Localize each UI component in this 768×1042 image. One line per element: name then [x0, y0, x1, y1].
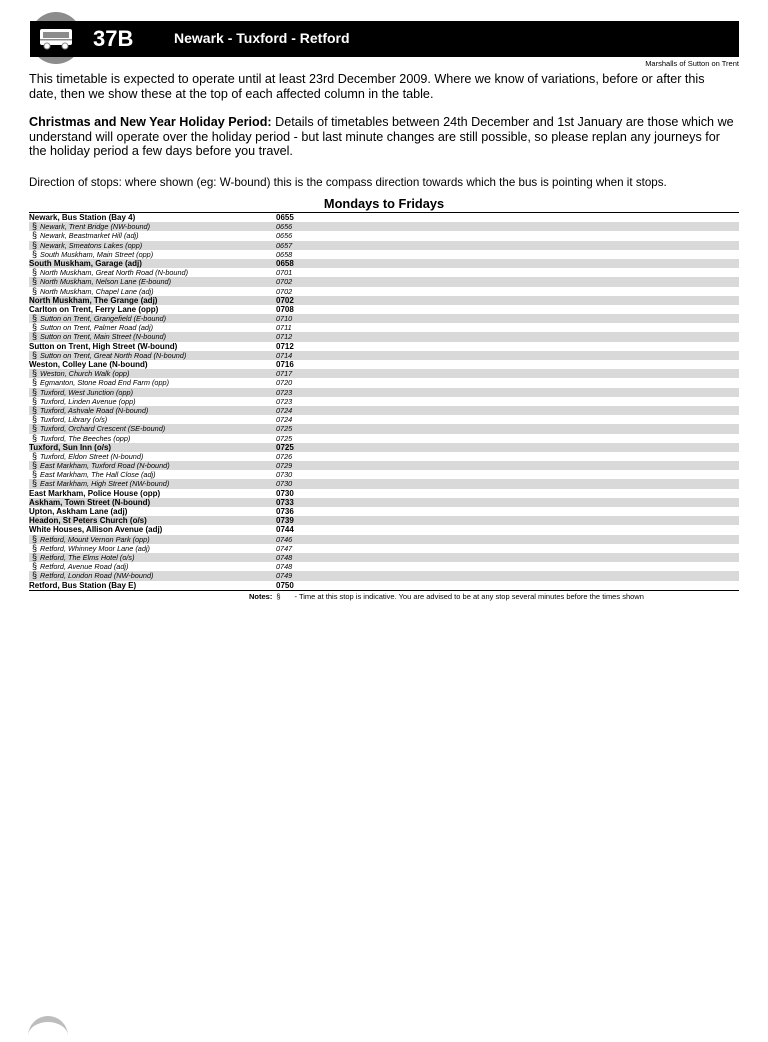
- stop-name: § Egmanton, Stone Road End Farm (opp): [32, 377, 169, 388]
- timing-point-symbol: §: [32, 386, 38, 397]
- stop-name: Sutton on Trent, High Street (W-bound): [29, 341, 178, 351]
- departure-time: 0716: [276, 360, 294, 369]
- timing-point-symbol: §: [32, 313, 38, 324]
- timetable-title: Mondays to Fridays: [323, 196, 445, 211]
- departure-time: 0658: [276, 249, 293, 259]
- timing-point-symbol: §: [32, 221, 38, 232]
- departure-time: 0749: [276, 571, 293, 581]
- table-row: [29, 241, 739, 250]
- table-row: [29, 525, 739, 534]
- notes: [249, 592, 644, 602]
- table-row: [29, 287, 739, 296]
- table-row: [29, 305, 739, 314]
- route-number: 37B: [93, 26, 134, 51]
- table-row: [29, 250, 739, 259]
- departure-time: 0723: [276, 387, 293, 397]
- stop-name: § Retford, Avenue Road (adj): [32, 561, 129, 572]
- stop-name: § East Markham, The Hall Close (adj): [32, 469, 156, 480]
- timing-point-symbol: §: [32, 414, 38, 425]
- departure-time: 0657: [276, 240, 293, 250]
- departure-time: 0702: [276, 295, 294, 305]
- stop-name: § Newark, Beastmarket Hill (adj): [32, 230, 139, 241]
- table-row: [29, 296, 739, 305]
- departure-time: 0708: [276, 304, 294, 314]
- stop-name: § Tuxford, Ashvale Road (N-bound): [32, 404, 149, 415]
- timing-point-symbol: §: [32, 276, 38, 287]
- table-row: [29, 443, 739, 452]
- timing-point-symbol: §: [32, 432, 38, 443]
- table-row: [29, 479, 739, 488]
- stop-name: § Tuxford, Orchard Crescent (SE-bound): [32, 423, 166, 434]
- timing-point-symbol: §: [32, 349, 38, 360]
- operator-name: Marshalls of Sutton on Trent: [645, 59, 739, 68]
- stop-name: § Newark, Smeatons Lakes (opp): [32, 239, 143, 250]
- stop-name: § Sutton on Trent, Palmer Road (adj): [32, 322, 154, 333]
- table-row: [29, 259, 739, 268]
- timing-point-symbol: §: [32, 533, 38, 544]
- stop-name: Newark, Bus Station (Bay 4): [29, 213, 136, 222]
- route-name: Newark - Tuxford - Retford: [174, 30, 350, 46]
- timing-point-symbol: §: [32, 542, 38, 553]
- timing-point-symbol: §: [32, 551, 38, 562]
- table-row: [29, 424, 739, 433]
- stop-name: Upton, Askham Lane (adj): [29, 507, 128, 516]
- departure-time: 0658: [276, 258, 294, 268]
- table-row: [29, 342, 739, 351]
- notes-symbol: §: [276, 592, 281, 601]
- table-row: [29, 213, 739, 222]
- stop-name: § East Markham, High Street (NW-bound): [32, 478, 170, 489]
- stop-name: § Sutton on Trent, Main Street (N-bound): [32, 331, 167, 342]
- departure-time: 0656: [276, 222, 293, 232]
- stop-name: § East Markham, Tuxford Road (N-bound): [32, 460, 170, 471]
- departure-time: 0725: [276, 424, 293, 434]
- departure-time: 0724: [276, 405, 293, 415]
- table-row: [29, 553, 739, 562]
- departure-time: 0744: [276, 525, 294, 535]
- notes-text: - Time at this stop is indicative. You are advised to be at any stop several minutes before the times shown: [294, 592, 644, 601]
- departure-time: 0729: [276, 461, 293, 471]
- departure-time: 0730: [276, 479, 293, 489]
- departure-time: 0710: [276, 314, 293, 324]
- departure-time: 0655: [276, 213, 294, 222]
- departure-time: 0725: [276, 442, 294, 452]
- table-row: [29, 360, 739, 369]
- departure-time: 0725: [276, 433, 293, 443]
- table-row: [29, 535, 739, 544]
- stop-name: § Retford, Whinney Moor Lane (adj): [32, 542, 150, 553]
- departure-time: 0656: [276, 231, 293, 241]
- departure-time: 0702: [276, 277, 293, 287]
- stop-name: § North Muskham, Great North Road (N-bound): [32, 267, 189, 278]
- departure-time: 0724: [276, 415, 293, 425]
- departure-time: 0748: [276, 552, 293, 562]
- table-row: [29, 351, 739, 360]
- table-row: [29, 397, 739, 406]
- stop-name: East Markham, Police House (opp): [29, 488, 161, 498]
- stop-name: § Tuxford, Library (o/s): [32, 414, 108, 425]
- timing-point-symbol: §: [32, 267, 38, 278]
- departure-time: 0720: [276, 378, 293, 388]
- stop-name: § Newark, Trent Bridge (NW-bound): [32, 221, 151, 232]
- timing-point-symbol: §: [32, 377, 38, 388]
- page-corner-mark: [28, 1016, 68, 1042]
- table-row: [29, 489, 739, 498]
- departure-time: 0746: [276, 534, 293, 544]
- timing-point-symbol: §: [32, 368, 38, 379]
- departure-time: 0750: [276, 580, 294, 590]
- stop-name: § North Muskham, Chapel Lane (adj): [32, 285, 154, 296]
- departure-time: 0717: [276, 369, 293, 379]
- timing-point-symbol: §: [32, 561, 38, 572]
- table-row: [29, 544, 739, 553]
- table-row: [29, 434, 739, 443]
- departure-time: 0736: [276, 507, 294, 516]
- table-row: [29, 277, 739, 286]
- table-row: [29, 507, 739, 516]
- departure-time: 0714: [276, 350, 293, 360]
- table-row: [29, 222, 739, 231]
- holiday-text: Details of timetables between 24th December and 1st January are those which we understand will operate over the holiday period - but last minute changes are still possible, so please replan any journeys for the holiday period a few days before you travel.: [29, 115, 734, 158]
- timetable: [29, 212, 739, 591]
- stop-name: Askham, Town Street (N-bound): [29, 497, 151, 507]
- timing-point-symbol: §: [32, 423, 38, 434]
- timing-point-symbol: §: [32, 450, 38, 461]
- departure-time: 0747: [276, 543, 293, 553]
- stop-name: Tuxford, Sun Inn (o/s): [29, 442, 112, 452]
- stop-name: § Tuxford, The Beeches (opp): [32, 432, 131, 443]
- stop-name: Retford, Bus Station (Bay E): [29, 580, 137, 590]
- timing-point-symbol: §: [32, 478, 38, 489]
- table-row: [29, 268, 739, 277]
- departure-time: 0730: [276, 488, 294, 498]
- timing-point-symbol: §: [32, 239, 38, 250]
- departure-time: 0733: [276, 497, 294, 507]
- intro-text: [29, 72, 734, 190]
- holiday-paragraph: [29, 115, 734, 159]
- timing-point-symbol: §: [32, 331, 38, 342]
- holiday-heading: Christmas and New Year Holiday Period:: [29, 115, 272, 129]
- table-row: [29, 388, 739, 397]
- stop-name: § Retford, Mount Vernon Park (opp): [32, 533, 150, 544]
- direction-note: Direction of stops: where shown (eg: W-bound) this is the compass direction towards which the bus is pointing when it stops.: [29, 175, 667, 189]
- departure-time: 0701: [276, 268, 293, 278]
- table-row: [29, 571, 739, 580]
- stop-name: Weston, Colley Lane (N-bound): [29, 360, 148, 369]
- timing-point-symbol: §: [32, 322, 38, 333]
- stop-name: Carlton on Trent, Ferry Lane (opp): [29, 304, 159, 314]
- timing-point-symbol: §: [32, 460, 38, 471]
- table-row: [29, 562, 739, 571]
- stop-name: § Tuxford, Linden Avenue (opp): [32, 395, 136, 406]
- table-row: [29, 581, 739, 590]
- table-row: [29, 378, 739, 387]
- table-row: [29, 415, 739, 424]
- departure-time: 0712: [276, 341, 294, 351]
- timing-point-symbol: §: [32, 404, 38, 415]
- stop-name: § North Muskham, Nelson Lane (E-bound): [32, 276, 172, 287]
- table-row: [29, 314, 739, 323]
- table-row: [29, 516, 739, 525]
- departure-time: 0748: [276, 562, 293, 572]
- departure-time: 0730: [276, 470, 293, 480]
- departure-time: 0712: [276, 332, 293, 342]
- validity-paragraph: This timetable is expected to operate until at least 23rd December 2009. Where we know of variations, before or after this date, then we show these at the top of each affected column in the table.: [29, 72, 705, 101]
- notes-label: Notes:: [249, 592, 273, 601]
- stop-name: South Muskham, Garage (adj): [29, 258, 142, 268]
- header-bar: [30, 21, 739, 57]
- stop-name: § Sutton on Trent, Grangefield (E-bound): [32, 313, 167, 324]
- table-row: [29, 406, 739, 415]
- timing-point-symbol: §: [32, 248, 38, 259]
- departure-time: 0739: [276, 516, 294, 526]
- table-row: [29, 231, 739, 240]
- departure-time: 0711: [276, 323, 292, 333]
- table-row: [29, 461, 739, 470]
- stop-name: § South Muskham, Main Street (opp): [32, 248, 154, 259]
- stop-name: § Tuxford, Eldon Street (N-bound): [32, 450, 144, 461]
- stop-name: Headon, St Peters Church (o/s): [29, 516, 147, 526]
- table-row: [29, 452, 739, 461]
- stop-name: § Weston, Church Walk (opp): [32, 368, 130, 379]
- timing-point-symbol: §: [32, 230, 38, 241]
- stop-name: North Muskham, The Grange (adj): [29, 295, 158, 305]
- stop-name: § Tuxford, West Junction (opp): [32, 386, 134, 397]
- bus-icon: [38, 26, 74, 50]
- timing-point-symbol: §: [32, 395, 38, 406]
- stop-name: § Sutton on Trent, Great North Road (N-bound): [32, 349, 187, 360]
- departure-time: 0702: [276, 286, 293, 296]
- stop-name: § Retford, London Road (NW-bound): [32, 570, 154, 581]
- table-row: [29, 332, 739, 341]
- departure-time: 0726: [276, 451, 293, 461]
- timing-point-symbol: §: [32, 285, 38, 296]
- stop-name: White Houses, Allison Avenue (adj): [29, 525, 163, 535]
- stop-name: § Retford, The Elms Hotel (o/s): [32, 551, 135, 562]
- departure-time: 0723: [276, 396, 293, 406]
- table-row: [29, 498, 739, 507]
- timing-point-symbol: §: [32, 469, 38, 480]
- timing-point-symbol: §: [32, 570, 38, 581]
- table-row: [29, 369, 739, 378]
